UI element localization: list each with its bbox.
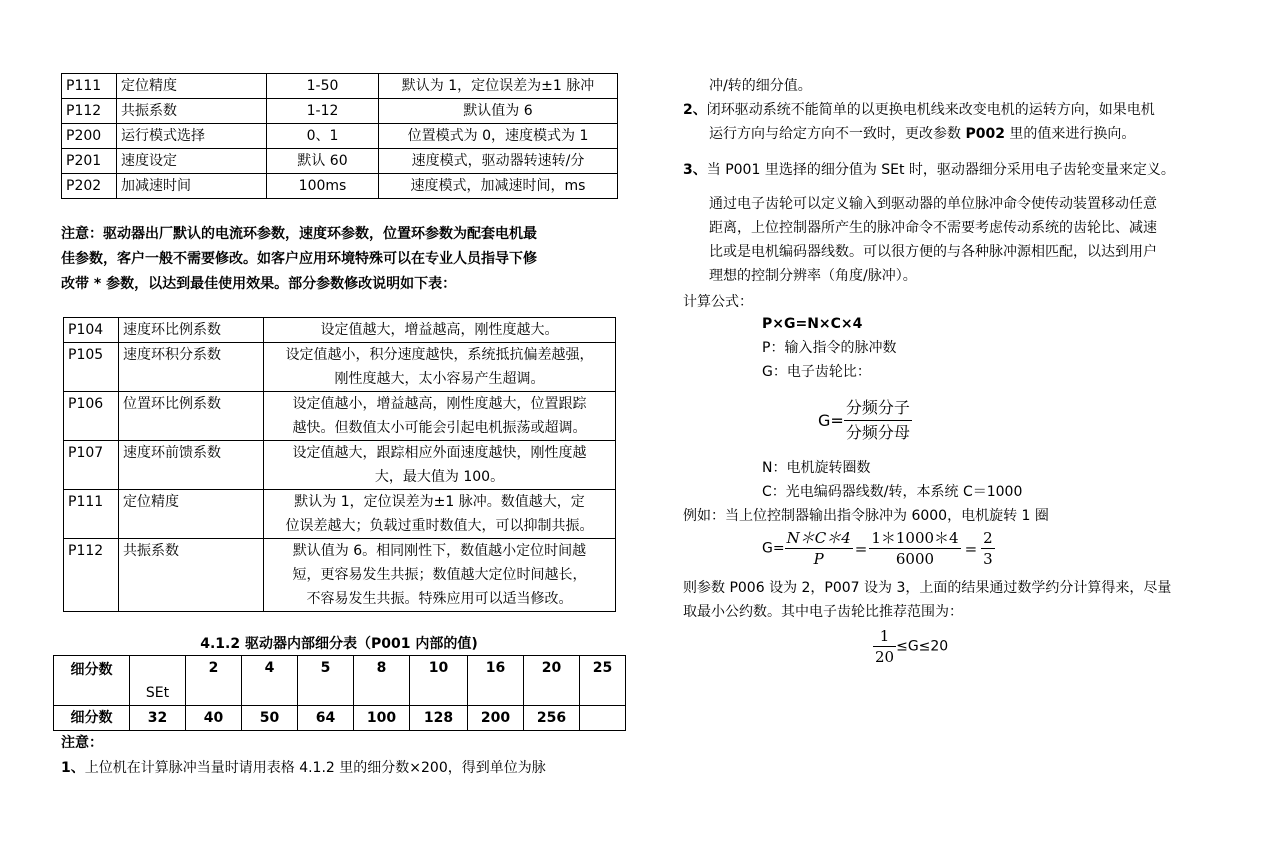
item-text: 闭环驱动系统不能简单的以更换电机线来改变电机的运转方向，如果电机: [706, 102, 1155, 118]
subdivision-label: 细分数: [54, 706, 130, 731]
table-row: [64, 539, 616, 612]
note-title: 注意：: [61, 735, 103, 751]
subdivision-cell: 2: [186, 656, 242, 706]
subdivision-cell: 16: [468, 656, 524, 706]
gear-ratio-range: [873, 626, 948, 667]
calc-label: 计算公式：: [683, 294, 753, 310]
param-code: P111: [62, 74, 117, 99]
param-name: 共振系数: [117, 99, 267, 124]
param-range: 100ms: [267, 174, 379, 199]
eq-denominator-3: 3: [983, 550, 993, 568]
item-text: 上位机在计算脉冲当量时请用表格 4.1.2 里的细分数×200，得到单位为脉: [84, 760, 546, 776]
table-row: [64, 343, 616, 392]
description-line: 位误差越大；负载过重时数值大，可以抑制共振。: [285, 518, 594, 534]
item-text: 里的值来进行换向。: [1004, 126, 1136, 142]
note-line: 注意：驱动器出厂默认的电流环参数，速度环参数，位置环参数为配套电机最: [61, 226, 537, 242]
range-numerator: 1: [873, 626, 896, 647]
param-description: 位置模式为 0，速度模式为 1: [379, 124, 618, 149]
subdivision-table: [53, 655, 626, 731]
param-code: P112: [64, 539, 119, 612]
param-description: [264, 441, 616, 490]
param-description: [264, 539, 616, 612]
param-range: 默认 60: [267, 149, 379, 174]
param-code: P002: [965, 126, 1005, 142]
description-line: 短，更容易发生共振；数值越大定位时间越长，: [292, 567, 587, 583]
eq-denominator-2: 6000: [895, 550, 935, 568]
table-row: [62, 124, 618, 149]
eq-numerator-1: N＊C＊4: [786, 529, 851, 547]
subdivision-cell: 200: [468, 706, 524, 731]
table-row: [62, 99, 618, 124]
paragraph-line: 理想的控制分辨率（角度/脉冲）。: [709, 268, 917, 284]
description-line: 不容易发生共振。特殊应用可以适当修改。: [306, 591, 573, 607]
table-row: [62, 149, 618, 174]
subdivision-cell: 25: [580, 656, 626, 706]
item-text: 当 P001 里选择的细分值为 SEt 时，驱动器细分采用电子齿轮变量来定义。: [706, 162, 1175, 178]
description-line: 默认值为 6。相同刚性下，数值越小定位时间越: [292, 543, 587, 559]
item-text: 运行方向与给定方向不一致时，更改参数: [709, 126, 966, 142]
param-name: 定位精度: [119, 490, 264, 539]
param-description: [264, 392, 616, 441]
param-description: [264, 490, 616, 539]
note-line: 佳参数，客户一般不需要修改。如客户应用环境特殊可以在专业人员指导下修: [61, 251, 537, 267]
param-code: P106: [64, 392, 119, 441]
n-definition: N：电机旋转圈数: [762, 460, 871, 476]
note-item-2: [683, 98, 1243, 146]
table-row: [62, 174, 618, 199]
param-description: 速度模式，驱动器转速转/分: [379, 149, 618, 174]
param-code: P104: [64, 318, 119, 343]
param-range: 0、1: [267, 124, 379, 149]
subdivision-cell: [580, 706, 626, 731]
param-name: 加减速时间: [117, 174, 267, 199]
range-tail: ≤G≤20: [896, 638, 949, 655]
param-description: [264, 343, 616, 392]
subdivision-cell: 8: [354, 656, 410, 706]
param-name: 共振系数: [119, 539, 264, 612]
description-line: 默认为 1，定位误差为±1 脉冲。数值越大，定: [294, 494, 585, 510]
table-row: [62, 74, 618, 99]
note-item-3: [683, 158, 1175, 182]
formula: P×G=N×C×4: [762, 316, 863, 332]
description-line: 设定值越小，增益越高，刚性度越大，位置跟踪: [292, 396, 587, 412]
example-equation: [762, 528, 995, 569]
subdivision-cell: 256: [524, 706, 580, 731]
gear-ratio-formula: [818, 396, 912, 445]
c-definition: C：光电编码器线数/转，本系统 C＝1000: [762, 484, 1023, 500]
param-code: P200: [62, 124, 117, 149]
item-number: 1、: [61, 760, 85, 776]
param-range: 1-50: [267, 74, 379, 99]
table-row: [64, 441, 616, 490]
param-name: 位置环比例系数: [119, 392, 264, 441]
subdivision-cell: 32: [130, 706, 186, 731]
description-line: 设定值越大，跟踪相应外面速度越快，刚性度越: [292, 445, 587, 461]
subdivision-cell: 64: [298, 706, 354, 731]
eq-numerator-3: 2: [983, 529, 993, 547]
result-line: 则参数 P006 设为 2，P007 设为 3，上面的结果通过数学约分计算得来，尽量: [683, 580, 1172, 596]
eq-equals: =: [854, 539, 868, 558]
param-range: 1-12: [267, 99, 379, 124]
subdivision-label: 细分数: [54, 656, 130, 706]
eq-numerator-2: 1＊1000＊4: [871, 529, 959, 547]
item-number: 3、: [683, 162, 707, 178]
subdivision-cell: 4: [242, 656, 298, 706]
subdivision-cell: 128: [410, 706, 468, 731]
subdivision-cell: 100: [354, 706, 410, 731]
paragraph-line: 距离，上位控制器所产生的脉冲命令不需要考虑传动系统的齿轮比、减速: [709, 220, 1157, 236]
param-description: 默认值为 6: [379, 99, 618, 124]
table-row: [64, 392, 616, 441]
paragraph-line: 比或是电机编码器线数。可以很方便的与各种脉冲源相匹配，以达到用户: [709, 244, 1157, 260]
eq-equals: =: [964, 539, 978, 558]
g-lhs: G=: [818, 411, 844, 430]
p-definition: P：输入指令的脉冲数: [762, 340, 897, 356]
param-code: P112: [62, 99, 117, 124]
description-line: 大，最大值为 100。: [374, 469, 505, 485]
electronic-gear-paragraph: [709, 192, 1229, 288]
note-line: 改带 * 参数，以达到最佳使用效果。部分参数修改说明如下表：: [61, 276, 457, 292]
subdivision-cell: 5: [298, 656, 354, 706]
table-row: [64, 318, 616, 343]
g-numerator: 分频分子: [844, 396, 912, 421]
description-line: 刚性度越大，太小容易产生超调。: [334, 371, 545, 387]
g-definition: G：电子齿轮比：: [762, 364, 871, 380]
param-name: 运行模式选择: [117, 124, 267, 149]
note-item-1: [61, 756, 546, 780]
param-code: P202: [62, 174, 117, 199]
subdivision-table-title: 4.1.2 驱动器内部细分表（P001 内部的值): [200, 636, 478, 652]
table-row: [64, 490, 616, 539]
continued-text: 冲/转的细分值。: [709, 78, 812, 94]
paragraph-line: 通过电子齿轮可以定义输入到驱动器的单位脉冲命令使传动装置移动任意: [709, 196, 1157, 212]
param-name: 速度环前馈系数: [119, 441, 264, 490]
subdivision-cell: 10: [410, 656, 468, 706]
param-code: P201: [62, 149, 117, 174]
g-denominator: 分频分母: [845, 423, 910, 442]
result-line: 取最小公约数。其中电子齿轮比推荐范围为：: [683, 604, 963, 620]
item-number: 2、: [683, 102, 707, 118]
param-description: [264, 318, 616, 343]
subdivision-cell: 50: [242, 706, 298, 731]
eq-denominator-1: P: [813, 550, 824, 568]
param-name: 定位精度: [117, 74, 267, 99]
param-description: 默认为 1，定位误差为±1 脉冲: [379, 74, 618, 99]
param-code: P105: [64, 343, 119, 392]
subdivision-cell: 20: [524, 656, 580, 706]
param-description: 速度模式，加减速时间，ms: [379, 174, 618, 199]
example-text: 例如：当上位控制器输出指令脉冲为 6000，电机旋转 1 圈: [683, 508, 1049, 524]
param-name: 速度设定: [117, 149, 267, 174]
eq-lhs: G=: [762, 540, 785, 557]
description-line: 设定值越大，增益越高，刚性度越大。: [320, 322, 559, 338]
factory-default-note: [61, 222, 621, 297]
param-code: P111: [64, 490, 119, 539]
description-line: 设定值越小，积分速度越快，系统抵抗偏差越强，: [285, 347, 594, 363]
subdivision-cell: SEt: [130, 656, 186, 706]
description-line: 越快。但数值太小可能会引起电机振荡或超调。: [292, 420, 587, 436]
parameter-table-1: [61, 73, 618, 199]
param-name: 速度环积分系数: [119, 343, 264, 392]
param-name: 速度环比例系数: [119, 318, 264, 343]
range-denominator: 20: [875, 648, 895, 666]
parameter-table-2: [63, 317, 616, 612]
param-code: P107: [64, 441, 119, 490]
subdivision-cell: 40: [186, 706, 242, 731]
